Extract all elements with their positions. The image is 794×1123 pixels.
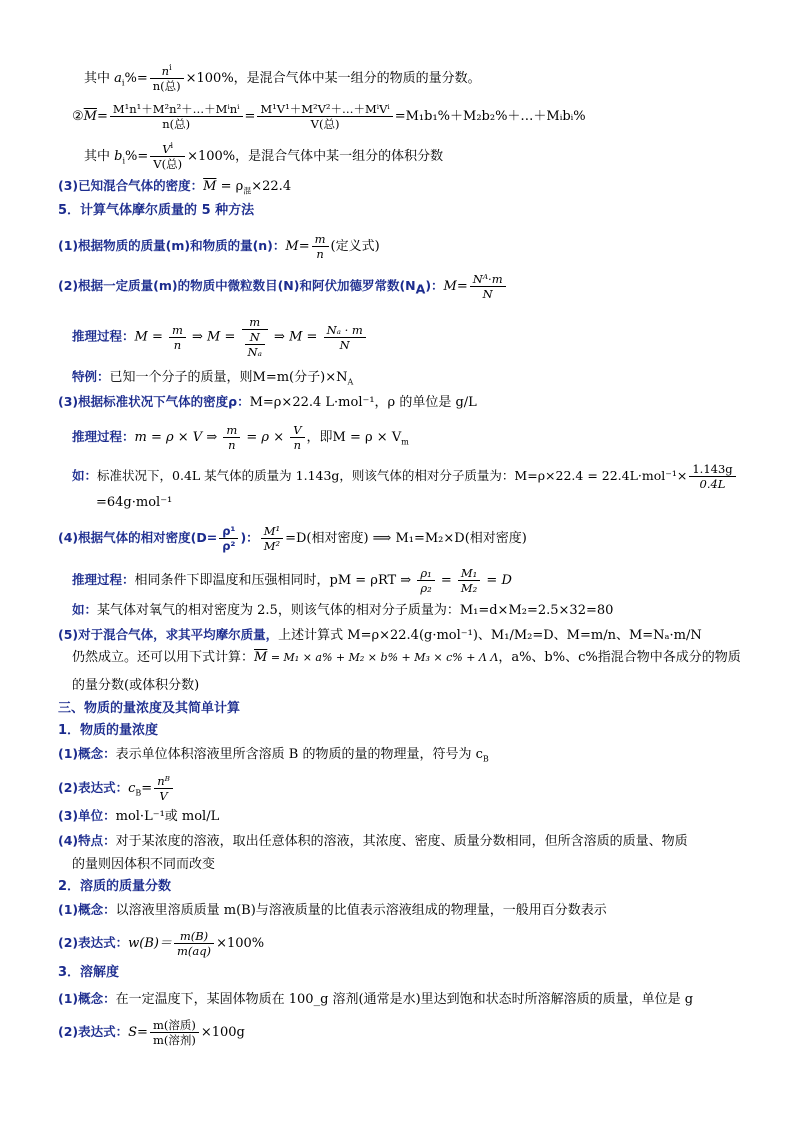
fraction: $\frac{m(B)}{m(aq)}$ [174,929,214,958]
line-volume-fraction: 其中 $b_i\%=$ $\frac{V^i}{\text{V(总)}}$ ×100%，是混合气体中某一组分的体积分数 [84,141,444,171]
solubility-concept: (1)概念：在一定温度下，某固体物质在 100_g 溶剂(通常是水)里达到饱和状态时所溶解溶质的质量，单位是 g [58,991,694,1007]
method-2: (2)根据一定质量(m)的物质中微粒数目(N)和阿伏加德罗常数$(N_A)$：M= $\frac{\text{Nᴬ·m}}{N}$ [58,272,508,301]
fraction: $\frac{m}{n}$ [223,423,240,452]
concentration-unit: (3)单位：mol·L⁻¹或 mol/L [58,808,220,824]
fraction: $\frac{\text{Nᴬ·m}}{N}$ [470,272,506,301]
subsection-solubility: 3．溶解度 [58,965,120,980]
mass-fraction-concept: (1)概念：以溶液里溶质质量 m(B)与溶液质量的比值表示溶液组成的物理量，一般用百分数表示 [58,902,607,918]
fraction: $\frac{1.143g}{0.4L}$ [689,462,735,491]
section-title: 5．计算气体摩尔质量的 5 种方法 [58,203,255,218]
fraction: $\frac{\text{Nₐ · m}}{N}$ [324,323,366,352]
chapter-title: 三、物质的量浓度及其简单计算 [58,701,241,716]
method-5-note: 的量分数(或体积分数) [72,678,200,693]
special-case: 特例：已知一个分子的质量，则M=m(分子)$\times N_A$ [72,369,354,387]
fraction: $\frac{\text{nᴮ}}{V}$ [154,774,173,803]
line-mole-fraction: 其中 $a_i\%=$ $\frac{n^i}{\text{n(总)}}$ ×100%，是混合气体中某一组分的物质的量分数。 [84,63,481,93]
fraction: $\frac{V}{n}$ [290,423,304,452]
fraction: $\frac{\text{m(溶质)}}{\text{m(溶剂)}}$ [150,1018,199,1047]
fraction: $\frac{\text{M₁}}{\text{M₂}}$ [458,566,480,595]
example-4: 如：某气体对氧气的相对密度为 2.5，则该气体的相对分子质量为：M₁=d×M₂=2.5×32=80 [72,602,614,618]
fraction: $\frac{m}{n}$ [169,323,186,352]
concentration-feature-cont: 的量则因体积不同而改变 [72,857,216,872]
derivation-2: 推理过程：M = $\frac{m}{n}$ ⇒ M = $\frac{m}{\frac{N}{\text{Nₐ}}}$ ⇒ M = $\frac{\text{Nₐ · m}}{N}$ [72,315,368,359]
fraction: $\frac{\text{M¹V¹＋M²V²＋…＋MⁱVⁱ}}{\text{V(总)}}$ [257,102,392,131]
method-5-formula: 仍然成立。还可以用下式计算：$\overline{M} = M_1 \times a\% + M_2 \times b\% + M_3 \times c\% + \Lambda$ Λ，a%、b%、c%指混合物中各成分的物质 [72,650,741,665]
line-average-molar-mass: $②\overline{M}=$ $\frac{\text{M¹n¹＋M²n²＋…＋Mⁱnⁱ}}{\text{n(总)}}$ = $\frac{\text{M¹V¹＋M²V²＋…＋MⁱVⁱ}}{\text{V(总)}}$ =M₁b₁%＋M₂b₂%＋…＋Mᵢbᵢ% [72,102,586,131]
mass-fraction-expression: (2)表达式：w(B)＝ $\frac{m(B)}{m(aq)}$ ×100% [58,929,265,958]
line-known-density: (3)已知混合气体的密度：$\overline{M} = \rho_混\times 22.4$ [58,178,292,196]
fraction: $\frac{\text{M¹n¹＋M²n²＋…＋Mⁱnⁱ}}{\text{n(总)}}$ [110,102,243,131]
fraction: $\frac{\text{ρ¹}}{\text{ρ²}}$ [219,524,238,553]
fraction: $\frac{n^i}{\text{n(总)}}$ [150,64,184,93]
concentration-expression: (2)表达式：$c_B=$ $\frac{\text{nᴮ}}{V}$ [58,774,175,803]
method-4: (4)根据气体的相对密度(D= $\frac{\text{ρ¹}}{\text{ρ²}}$ )： $\frac{\text{M¹}}{\text{M²}}$ =D(相对密度) ⟹ M₁=M₂×D(相对密度) [58,524,527,553]
method-5: (5)对于混合气体，求其平均摩尔质量，上述计算式 M=ρ×22.4(g·mol⁻¹)、M₁/M₂=D、M=m/n、M=Nₐ·m/N [58,627,702,643]
method-3: (3)根据标准状况下气体的密度ρ：M=ρ×22.4 L·mol⁻¹，ρ 的单位是 g/L [58,394,477,410]
fraction: $\frac{\text{ρ₁}}{\text{ρ₂}}$ [417,566,434,595]
fraction: $\frac{\text{M¹}}{\text{M²}}$ [261,524,283,553]
method-1: (1)根据物质的质量(m)和物质的量(n)：M= $\frac{m}{n}$ (定义式) [58,232,380,261]
solubility-expression: (2)表达式：S= $\frac{\text{m(溶质)}}{\text{m(溶剂)}}$ ×100g [58,1018,245,1047]
fraction: $\frac{V^i}{\text{V(总)}}$ [150,142,185,171]
derivation-3: 推理过程：m = ρ × V ⇒ $\frac{m}{n}$ = ρ × $\frac{V}{n}$ ，即$M = \rho \times V_m$ [72,423,409,452]
fraction: $\frac{m}{\frac{N}{\text{Nₐ}}}$ [242,315,268,359]
concentration-concept: (1)概念：表示单位体积溶液里所含溶质 B 的物质的量的物理量，符号为 $c_B$ [58,746,489,764]
concentration-feature: (4)特点：对于某浓度的溶液，取出任意体积的溶液，其浓度、密度、质量分数相同，但所含溶质的质量、物质 [58,833,688,849]
subsection-mass-fraction: 2．溶质的质量分数 [58,879,172,894]
derivation-4: 推理过程：相同条件下即温度和压强相同时，pM = ρRT ⇒ $\frac{\text{ρ₁}}{\text{ρ₂}}$ = $\frac{\text{M₁}}{\text{M₂}}$ = D [72,566,512,595]
example-3-result: =64g·mol⁻¹ [96,495,173,510]
subsection-concentration: 1．物质的量浓度 [58,723,159,738]
example-3: 如：标准状况下，0.4L 某气体的质量为 1.143g，则该气体的相对分子质量为：M=ρ×22.4 = 22.4L·mol⁻¹× $\frac{1.143g}{0.4L}$ [72,462,738,491]
fraction: $\frac{m}{n}$ [312,232,329,261]
